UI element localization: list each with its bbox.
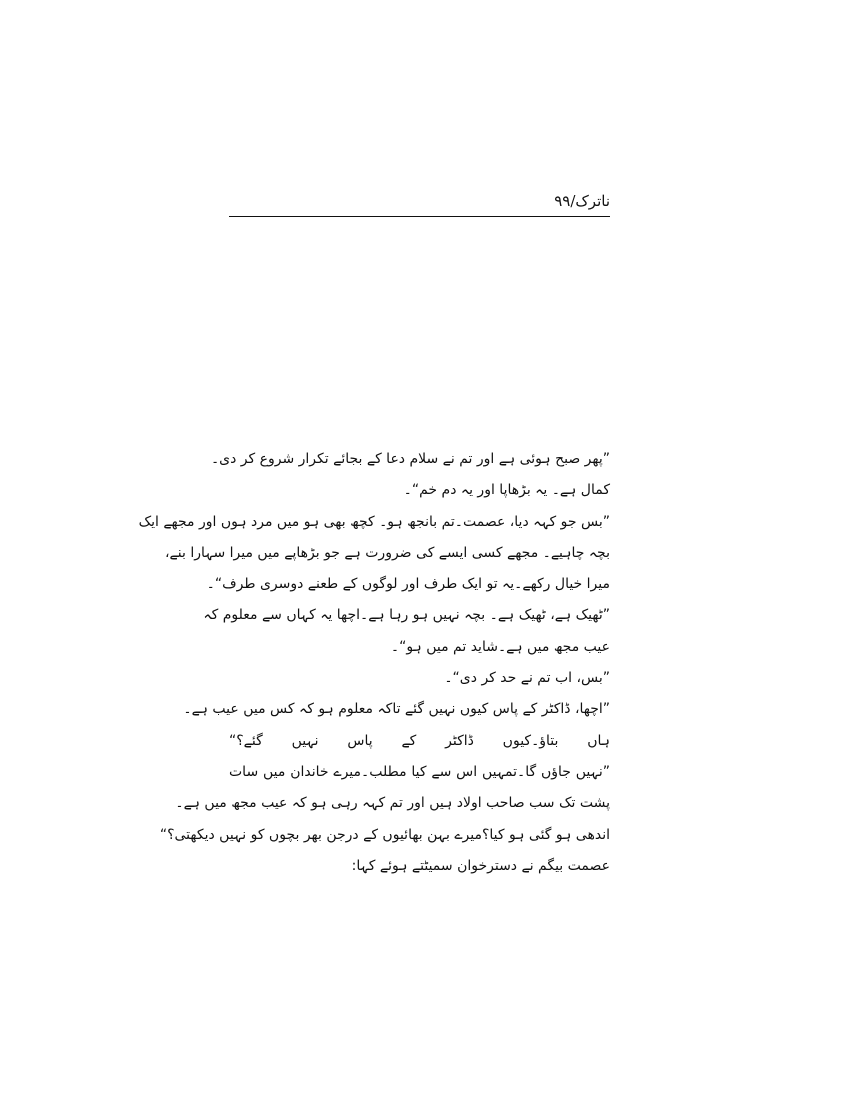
header-divider	[229, 216, 610, 217]
text-line: اندھی ہو گئی ہو کیا؟میرے بہن بھائیوں کے درجن بھر بچوں کو نہیں دیکھتی؟“	[159, 826, 610, 843]
text-line: ”ٹھیک ہے، ٹھیک ہے۔ بچہ نہیں ہو رہا ہے۔اچھا یہ کہاں سے معلوم کہ	[203, 607, 610, 624]
text-line: عصمت بیگم نے دسترخوان سمیٹتے ہوئے کہا:	[351, 857, 610, 874]
text-line: ”اچھا، ڈاکٹر کے پاس کیوں نہیں گئے تاکہ معلوم ہو کہ کس میں عیب ہے۔	[183, 701, 610, 718]
text-line: ہاں بتاؤ۔کیوں ڈاکٹر کے پاس نہیں گئے؟“	[229, 732, 610, 749]
running-header	[229, 192, 610, 218]
text-line: ”بس جو کہہ دیا، عصمت۔تم بانجھ ہو۔ کچھ بھی ہو میں مرد ہوں اور مجھے ایک	[138, 513, 610, 530]
text-line: ”بس، اب تم نے حد کر دی“۔	[444, 670, 610, 687]
book-title-page-number: ناترک/۹۹	[554, 192, 610, 210]
text-line: ”پھر صبح ہوئی ہے اور تم نے سلام دعا کے بجائے تکرار شروع کر دی۔	[210, 451, 610, 467]
body-text	[138, 444, 610, 882]
text-line: بچہ چاہیے۔ مجھے کسی ایسے کی ضرورت ہے جو بڑھاپے میں میرا سہارا بنے،	[165, 544, 610, 561]
text-line: میرا خیال رکھے۔یہ تو ایک طرف اور لوگوں کے طعنے دوسری طرف“۔	[206, 576, 610, 593]
text-line: عیب مجھ میں ہے۔شاید تم میں ہو“۔	[390, 638, 610, 655]
text-line: پشت تک سب صاحب اولاد ہیں اور تم کہہ رہی ہو کہ عیب مجھ میں ہے۔	[175, 795, 610, 812]
text-line: ”نہیں جاؤں گا۔تمہیں اس سے کیا مطلب۔میرے خاندان میں سات	[229, 763, 610, 780]
text-line: کمال ہے۔ یہ بڑھاپا اور یہ دم خم“۔	[403, 482, 610, 499]
